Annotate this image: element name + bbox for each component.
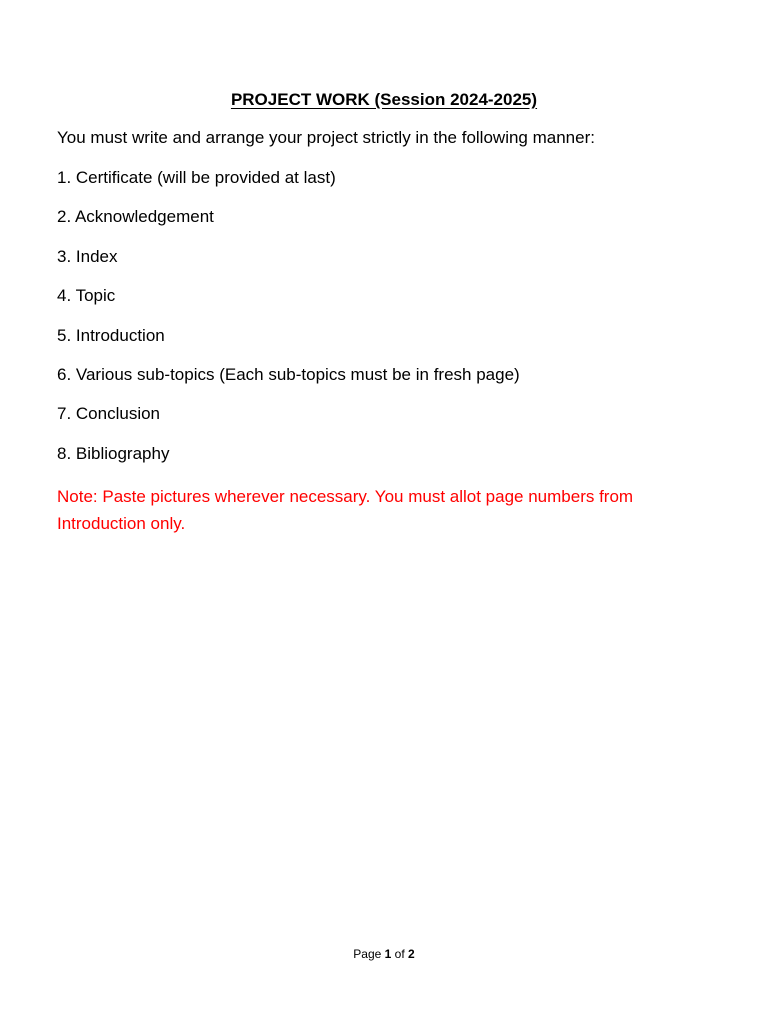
list-item: 8. Bibliography bbox=[57, 443, 170, 463]
list-item: 7. Conclusion bbox=[57, 404, 161, 424]
page-of-label: of bbox=[394, 947, 405, 961]
list-item: 5. Introduction bbox=[57, 325, 165, 345]
project-order-list bbox=[57, 167, 520, 482]
note-text: Note: Paste pictures wherever necessary. You must allot page numbers from Introduction only. bbox=[57, 487, 634, 533]
list-item: 6. Various sub-topics (Each sub-topics must be in fresh page) bbox=[57, 364, 520, 384]
page-footer bbox=[0, 946, 768, 962]
page-prefix: Page bbox=[353, 947, 382, 961]
list-item: 1. Certificate (will be provided at last) bbox=[57, 168, 336, 187]
total-pages-number: 2 bbox=[408, 947, 415, 961]
current-page-number: 1 bbox=[384, 947, 392, 961]
list-item: 4. Topic bbox=[57, 286, 116, 306]
list-item: 3. Index bbox=[57, 246, 118, 266]
document-title: PROJECT WORK (Session 2024-2025) bbox=[230, 90, 538, 109]
list-item: 2. Acknowledgement bbox=[57, 207, 214, 227]
intro-text: You must write and arrange your project strictly in the following manner: bbox=[57, 128, 595, 147]
